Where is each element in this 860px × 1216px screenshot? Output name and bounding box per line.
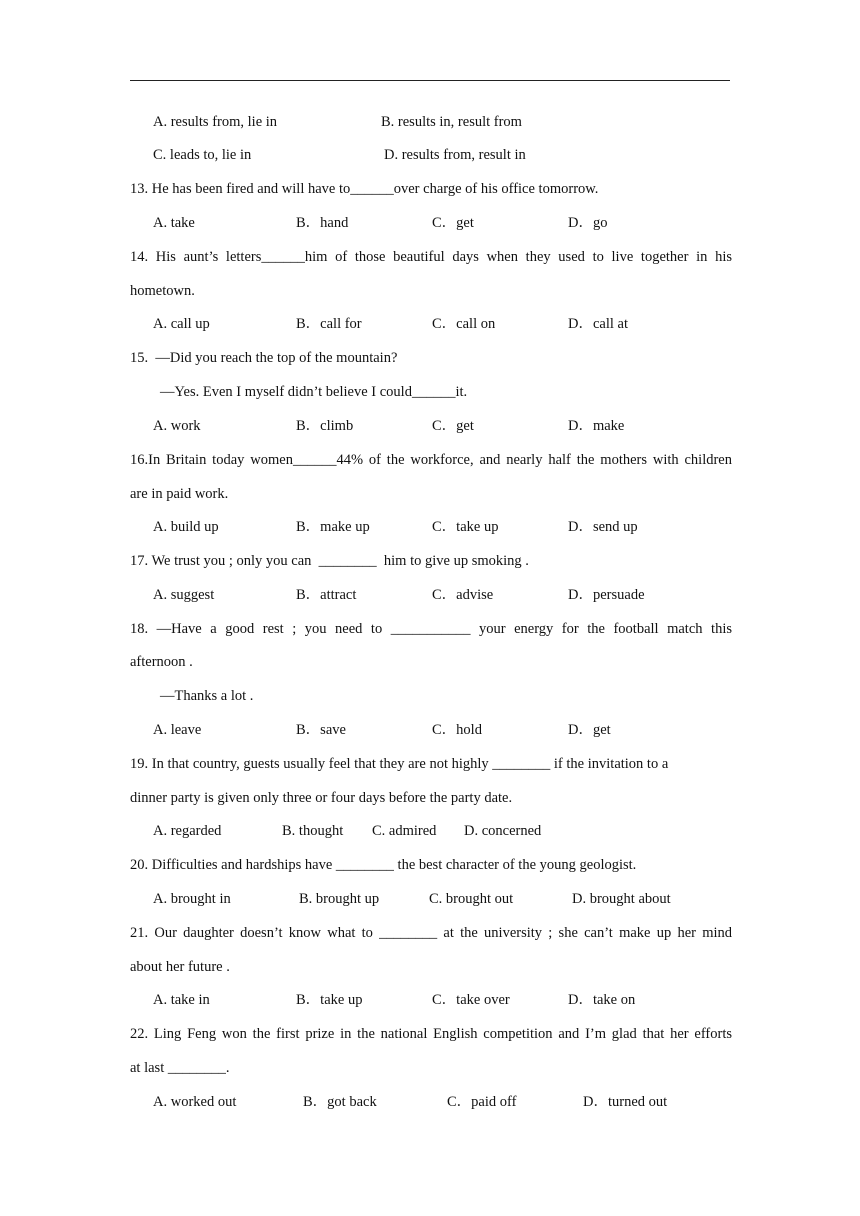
q13-option-a: A. take xyxy=(153,215,195,231)
q19-option-a: A. regarded xyxy=(153,823,222,839)
q18-option-a: A. leave xyxy=(153,722,202,738)
q14-stem-line1: 14. His aunt’s letters______him of those beautiful days when they used to live together in his xyxy=(130,249,732,265)
q18-stem-line3: —Thanks a lot . xyxy=(160,688,254,704)
q16-option-a: A. build up xyxy=(153,519,219,535)
q20-option-d: D. brought about xyxy=(572,891,671,907)
q21-option-c: C．take over xyxy=(432,992,510,1008)
q19-option-d: D. concerned xyxy=(464,823,542,839)
q22-stem-line2: at last ________. xyxy=(130,1060,230,1076)
q21-option-d: D．take on xyxy=(568,992,636,1008)
q14-option-d: D．call at xyxy=(568,316,628,332)
q18-option-d: D．get xyxy=(568,722,611,738)
q18-option-b: B．save xyxy=(296,722,346,738)
q15-option-d: D．make xyxy=(568,418,625,434)
q17-option-a: A. suggest xyxy=(153,587,215,603)
q20-option-b: B. brought up xyxy=(299,891,380,907)
q22-option-b: B．got back xyxy=(303,1094,377,1110)
q19-stem-line2: dinner party is given only three or four days before the party date. xyxy=(130,790,513,806)
q21-stem-line2: about her future . xyxy=(130,959,230,975)
q16-option-c: C．take up xyxy=(432,519,499,535)
q19-stem-line1: 19. In that country, guests usually feel that they are not highly ________ if the invitation to a xyxy=(130,756,669,772)
q18-stem-line2: afternoon . xyxy=(130,654,193,670)
q12-option-b: B. results in, result from xyxy=(381,114,522,130)
q18-stem-line1: 18. —Have a good rest ; you need to ___________ your energy for the football match this xyxy=(130,621,732,637)
q18-option-c: C．hold xyxy=(432,722,482,738)
q12-option-c: C. leads to, lie in xyxy=(153,147,252,163)
q21-option-a: A. take in xyxy=(153,992,210,1008)
q16-stem-line1: 16.In Britain today women______44% of the workforce, and nearly half the mothers with children xyxy=(130,452,732,468)
q14-option-c: C．call on xyxy=(432,316,496,332)
q17-stem: 17. We trust you ; only you can ________ him to give up smoking . xyxy=(130,553,529,569)
q22-option-d: D．turned out xyxy=(583,1094,668,1110)
header-rule xyxy=(130,80,730,81)
q22-stem-line1: 22. Ling Feng won the first prize in the national English competition and I’m glad that her efforts xyxy=(130,1026,732,1042)
q14-stem-line2: hometown. xyxy=(130,283,195,299)
q12-option-d: D. results from, result in xyxy=(384,147,526,163)
q13-stem: 13. He has been fired and will have to______over charge of his office tomorrow. xyxy=(130,181,599,197)
q15-stem-line2: —Yes. Even I myself didn’t believe I could______it. xyxy=(160,384,468,400)
q13-option-c: C．get xyxy=(432,215,474,231)
q19-option-b: B. thought xyxy=(282,823,344,839)
q14-option-a: A. call up xyxy=(153,316,210,332)
q16-option-b: B．make up xyxy=(296,519,370,535)
q12-option-a: A. results from, lie in xyxy=(153,114,278,130)
q15-option-c: C．get xyxy=(432,418,474,434)
q15-option-a: A. work xyxy=(153,418,201,434)
q21-stem-line1: 21. Our daughter doesn’t know what to ________ at the university ; she can’t make up her mind xyxy=(130,925,732,941)
q16-stem-line2: are in paid work. xyxy=(130,486,229,502)
q21-option-b: B．take up xyxy=(296,992,363,1008)
q16-option-d: D．send up xyxy=(568,519,638,535)
q17-option-b: B．attract xyxy=(296,587,357,603)
q17-option-d: D．persuade xyxy=(568,587,645,603)
q22-option-a: A. worked out xyxy=(153,1094,237,1110)
q15-stem-line1: 15. —Did you reach the top of the mountain? xyxy=(130,350,398,366)
q13-option-b: B．hand xyxy=(296,215,349,231)
q20-stem: 20. Difficulties and hardships have ________ the best character of the young geologist. xyxy=(130,857,637,873)
q13-option-d: D．go xyxy=(568,215,608,231)
q17-option-c: C．advise xyxy=(432,587,494,603)
q20-option-a: A. brought in xyxy=(153,891,231,907)
q14-option-b: B．call for xyxy=(296,316,362,332)
q15-option-b: B．climb xyxy=(296,418,354,434)
q20-option-c: C. brought out xyxy=(429,891,514,907)
q19-option-c: C. admired xyxy=(372,823,437,839)
q22-option-c: C．paid off xyxy=(447,1094,517,1110)
